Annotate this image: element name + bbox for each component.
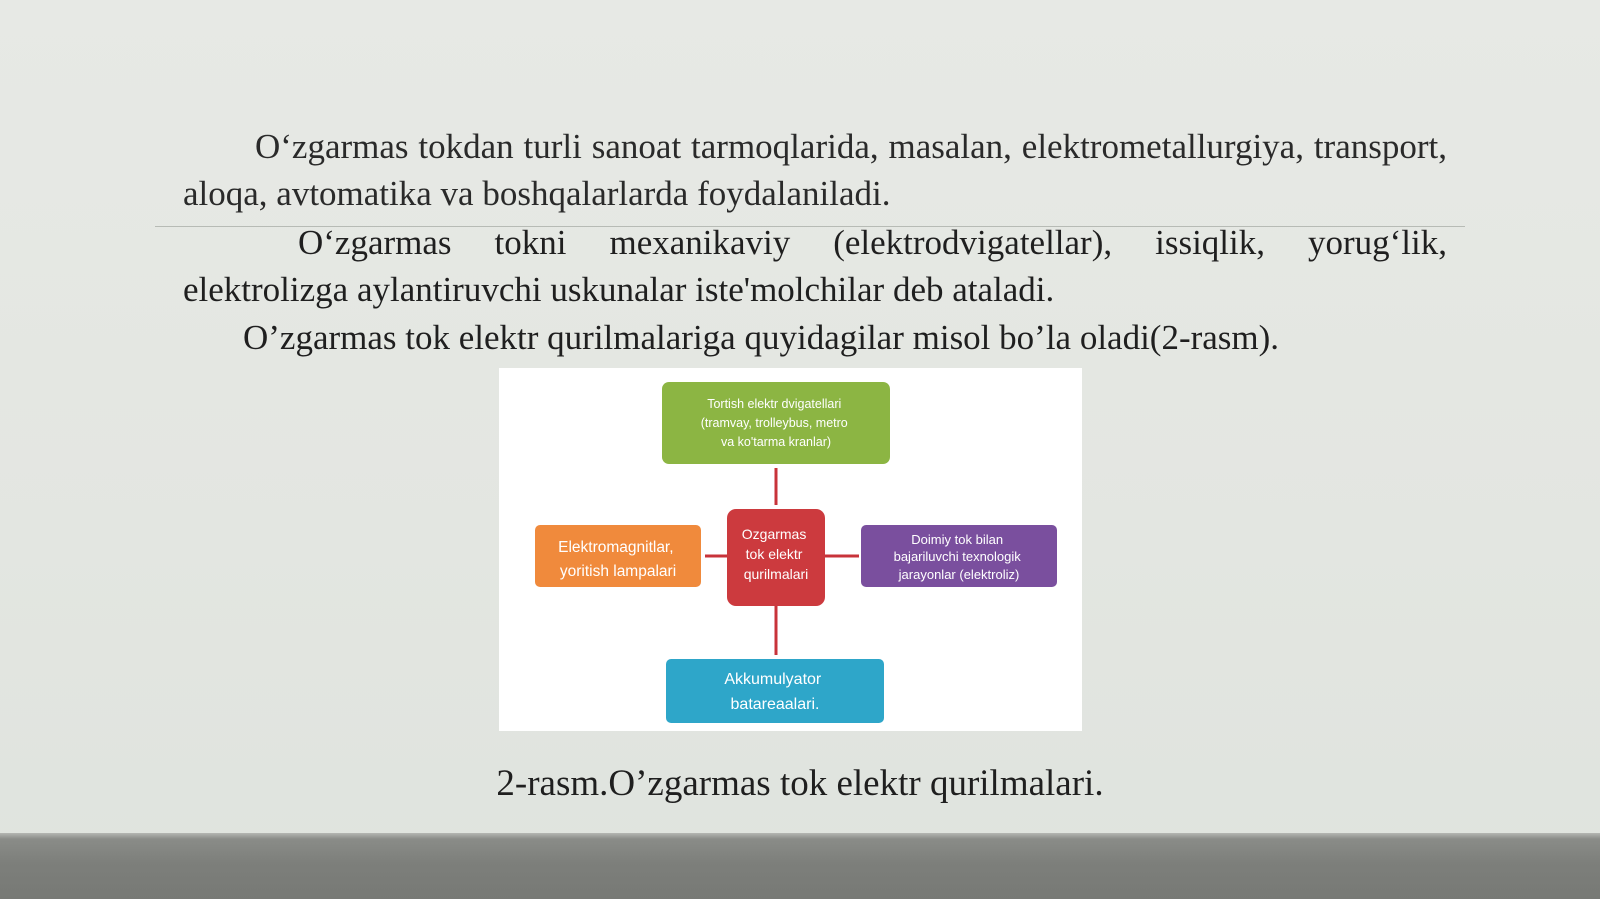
node-center-line-2: tok elektr [745, 546, 803, 562]
node-top-line-1: Tortish elektr dvigatellari [707, 397, 842, 411]
paragraph-1: O‘zgarmas tokdan turli sanoat tarmoqlarida, masalan, elektrometallurgiya, transport, aloqa, avtomatika va boshqalarlarda foydalaniladi. [183, 127, 1447, 213]
node-center [727, 509, 825, 606]
svg-text:Doimiy tok bilan baj [894, 532, 1025, 582]
node-left-line-2: yoritish lampalari [559, 563, 677, 580]
node-bottom-line-1: Akkumulyator [724, 671, 822, 688]
node-center-line-3: qurilmalari [743, 566, 809, 582]
node-top-line-2: (tramvay, trolleybus, metro [700, 416, 848, 430]
diagram-svg [499, 368, 1082, 731]
footer-bar [0, 833, 1600, 899]
node-left [535, 525, 701, 587]
node-bottom [666, 659, 884, 723]
node-bottom-line-2: batareaalari. [730, 696, 820, 713]
node-bottom-box [666, 659, 884, 723]
diagram-figure [499, 368, 1082, 731]
node-left-line-1: Elektromagnitlar, [558, 539, 674, 556]
node-right-line-1: Doimiy tok bilan [911, 532, 1004, 547]
node-center-line-1: Ozgarmas [741, 526, 807, 542]
svg-text:Tortish elektr dvigatellari [701, 397, 852, 449]
node-right-line-3: jarayonlar (elektroliz) [898, 567, 1020, 582]
node-top [662, 382, 890, 464]
node-right-line-2: bajariluvchi texnologik [893, 549, 1021, 564]
paragraph-2: O‘zgarmas tokni mexanikaviy (elektrodvigatellar), issiqlik, yorug‘lik, elektrolizga aylantiruvchi uskunalar iste'molchilar deb ataladi. [183, 223, 1447, 309]
node-top-line-3: va ko'tarma kranlar) [720, 435, 832, 449]
paragraph-3: O’zgarmas tok elektr qurilmalariga quyidagilar misol bo’la oladi(2-rasm). [243, 318, 1280, 357]
svg-text:Ozgarmas tok elektr [742, 526, 810, 582]
figure-caption: 2-rasm.O’zgarmas tok elektr qurilmalari. [496, 763, 1104, 804]
node-right [861, 525, 1057, 587]
